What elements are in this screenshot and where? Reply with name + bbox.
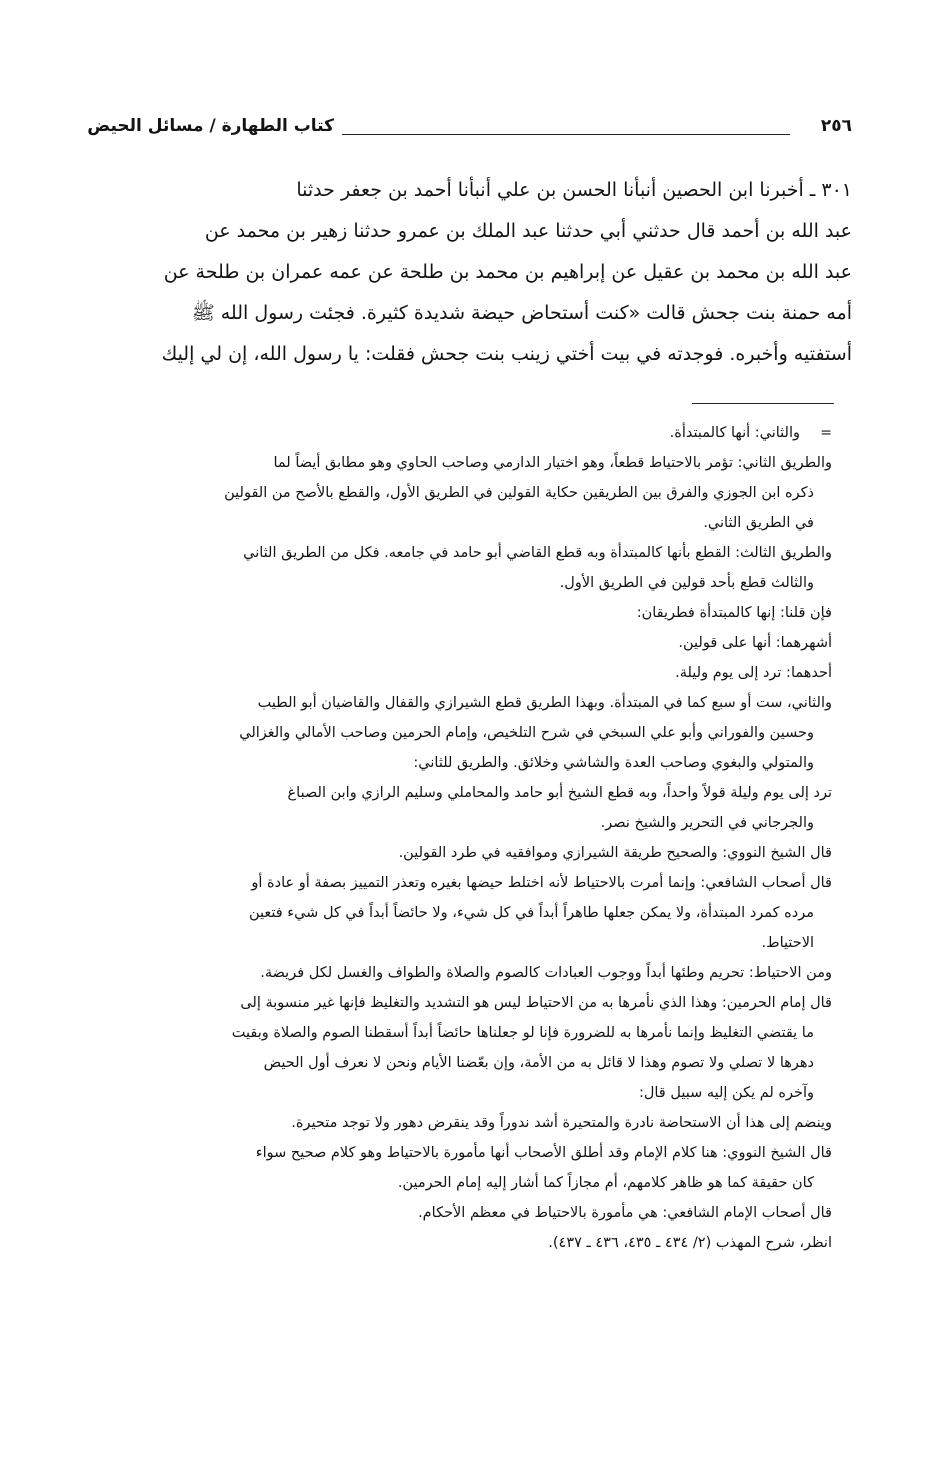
footnote-separator <box>692 403 834 404</box>
footnote-line: والثاني: أنها كالمبتدأة. <box>669 425 800 441</box>
footnote-line: قال إمام الحرمين: وهذا الذي نأمرها به من الاحتياط ليس هو التشديد والتغليظ فإنها غير منسوبة إلى <box>240 995 832 1011</box>
footnote-line: وآخره لم يكن إليه سبيل قال: <box>638 1085 814 1101</box>
footnote-line: والمتولي والبغوي وصاحب العدة والشاشي وخلائق. والطريق للثاني: <box>413 755 814 771</box>
footnote-continuation-marker: = <box>820 425 832 441</box>
footnote-line: وحسين والفوراني وأبو علي السبخي في شرح التلخيص، وإمام الحرمين وصاحب الأمالي والغزالي <box>239 725 814 741</box>
footnote-line: والثاني، ست أو سبع كما في المبتدأة. وبهذا الطريق قطع الشيرازي والقفال والقاضيان أبو الطيب <box>257 695 832 711</box>
footnote-line: مرده كمرد المبتدأة، ولا يمكن جعلها طاهراً أبداً في كل شيء، ولا حائضاً أبداً في كل شيء فتعين <box>248 905 814 921</box>
main-text-block <box>92 170 852 375</box>
footnote-line: ما يقتضي التغليظ وإنما نأمرها به للضرورة فإنا لو جعلناها حائضاً أبداً أسقطنا الصوم والصلاة وبقيت <box>231 1025 814 1041</box>
footnote-line: في الطريق الثاني. <box>703 515 814 531</box>
main-text-line: أمه حمنة بنت جحش قالت «كنت أستحاض حيضة شديدة كثيرة. فجئت رسول الله ﷺ <box>191 302 852 324</box>
footnote-line: والجرجاني في التحرير والشيخ نصر. <box>600 815 814 831</box>
footnote-line: أحدهما: ترد إلى يوم وليلة. <box>675 665 832 681</box>
footnote-line: وينضم إلى هذا أن الاستحاضة نادرة والمتحيرة أشد ندوراً وقد ينقرض دهور ولا توجد متحيرة. <box>291 1115 832 1131</box>
running-title: كتاب الطهارة / مسائل الحيض <box>87 116 334 136</box>
page-header <box>87 112 852 148</box>
footnote-line: ومن الاحتياط: تحريم وطئها أبداً ووجوب العبادات كالصوم والصلاة والطواف والغسل لكل فريضة. <box>260 965 832 981</box>
footnote-line: والطريق الثالث: القطع بأنها كالمبتدأة وبه قطع القاضي أبو حامد في جامعه. فكل من الطريق الثاني <box>243 545 832 561</box>
footnote-line: فإن قلنا: إنها كالمبتدأة فطريقان: <box>636 605 832 621</box>
footnote-line: انظر، شرح المهذب (٢/ ٤٣٤ ـ ٤٣٥، ٤٣٦ ـ ٤٣٧). <box>548 1235 832 1251</box>
main-text-line: ٣٠١ ـ أخبرنا ابن الحصين أنبأنا الحسن بن علي أنبأنا أحمد بن جعفر حدثنا <box>296 179 852 201</box>
page-number: ٢٥٦ <box>820 116 852 136</box>
footnote-lines <box>92 418 832 1258</box>
footnote-line: والثالث قطع بأحد قولين في الطريق الأول. <box>559 575 814 591</box>
footnote-line: دهرها لا تصلي ولا تصوم وهذا لا قائل به من الأمة، وإن بعّضنا الأيام ونحن لا نعرف أول الحيض <box>263 1055 814 1071</box>
footnote-line: الاحتياط. <box>761 935 814 951</box>
main-text-line: أستفتيه وأخبره. فوجدته في بيت أختي زينب بنت جحش فقلت: يا رسول الله، إن لي إليك <box>161 343 852 365</box>
footnote-line: كان حقيقة كما هو ظاهر كلامهم، أم مجازاً كما أشار إليه إمام الحرمين. <box>397 1175 814 1191</box>
footnote-line: ترد إلى يوم وليلة قولاً واحداً، وبه قطع الشيخ أبو حامد والمحاملي وسليم الرازي وابن الصباغ <box>287 785 832 801</box>
footnote-line: ذكره ابن الجوزي والفرق بين الطريقين حكاية القولين في الطريق الأول، والقطع بالأصح من القولين <box>224 485 814 501</box>
footnote-block <box>92 418 832 1258</box>
footnote-line: قال أصحاب الإمام الشافعي: هي مأمورة بالاحتياط في معظم الأحكام. <box>418 1205 832 1221</box>
footnote-line: والطريق الثاني: تؤمر بالاحتياط قطعاً، وهو اختيار الدارمي وصاحب الحاوي وهو مطابق أيضاً لما <box>273 455 832 471</box>
main-text-line: عبد الله بن أحمد قال حدثني أبي حدثنا عبد الملك بن عمرو حدثنا زهير بن محمد عن <box>204 220 852 242</box>
header-rule <box>342 134 790 135</box>
footnote-line: قال الشيخ النووي: هنا كلام الإمام وقد أطلق الأصحاب أنها مأمورة بالاحتياط وهو كلام صحيح سواء <box>255 1145 832 1161</box>
main-text-line: عبد الله بن محمد بن عقيل عن إبراهيم بن محمد بن طلحة عن عمه عمران بن طلحة عن <box>163 261 852 283</box>
footnote-line: أشهرهما: أنها على قولين. <box>678 635 832 651</box>
footnote-line: قال أصحاب الشافعي: وإنما أمرت بالاحتياط لأنه اختلط حيضها بغيره وتعذر التمييز بصفة أو عادة أو <box>251 875 832 891</box>
footnote-line: قال الشيخ النووي: والصحيح طريقة الشيرازي وموافقيه في طرد القولين. <box>398 845 832 861</box>
